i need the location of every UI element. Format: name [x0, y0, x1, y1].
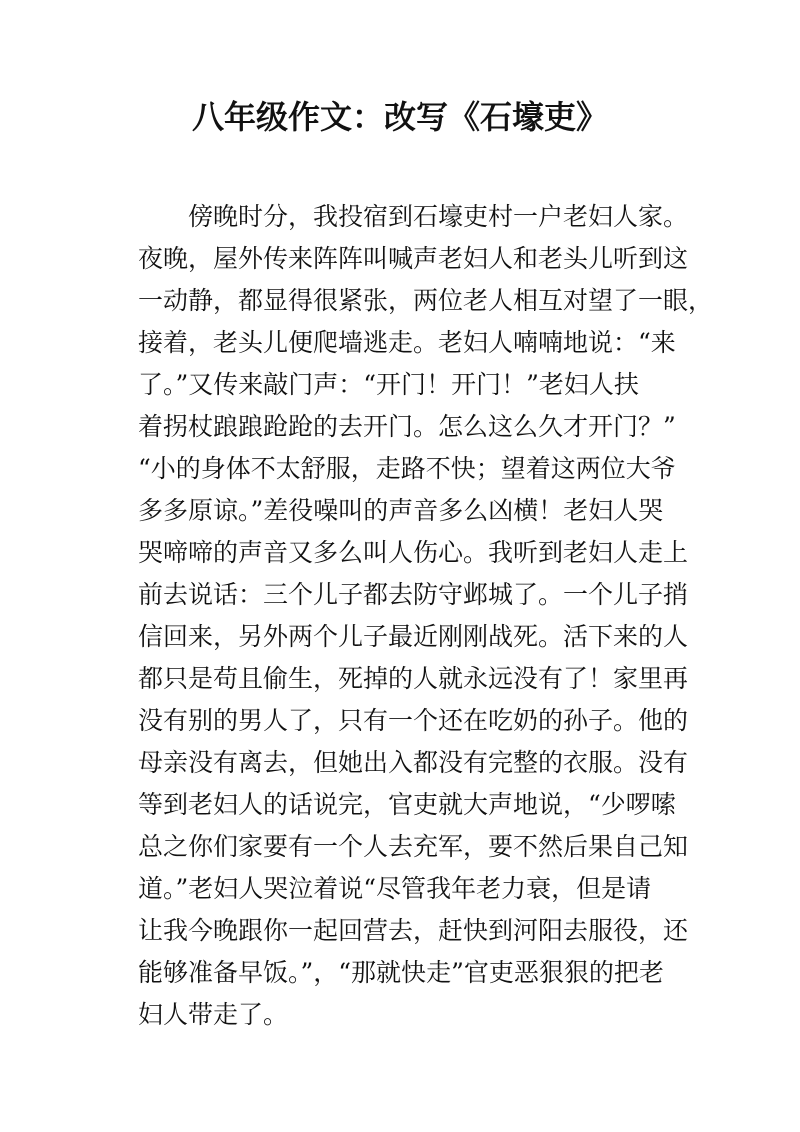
essay-line-14: 母亲没有离去，但她出入都没有完整的衣服。没有: [138, 748, 689, 777]
essay-line-6: 着拐杖踉踉跄跄的去开门。怎么这么久才开门？”: [138, 412, 676, 441]
document-title: 八年级作文：改写《石壕吏》: [191, 98, 608, 136]
essay-line-17: 道。”老妇人哭泣着说“尽管我年老力衰，但是请: [138, 874, 652, 903]
essay-line-3: 一动静，都显得很紧张，两位老人相互对望了一眼，: [138, 286, 714, 315]
essay-line-7: “小的身体不太舒服，走路不快；望着这两位大爷: [138, 454, 676, 483]
essay-line-1: 傍晚时分，我投宿到石壕吏村一户老妇人家。: [188, 202, 689, 231]
essay-line-18: 让我今晚跟你一起回营去，赶快到河阳去服役，还: [138, 916, 689, 945]
essay-line-15: 等到老妇人的话说完，官吏就大声地说，“少啰嗦: [138, 790, 676, 819]
essay-line-20: 妇人带走了。: [138, 1000, 289, 1029]
essay-line-13: 没有别的男人了，只有一个还在吃奶的孙子。他的: [138, 706, 689, 735]
essay-line-19: 能够准备早饭。”，“那就快走”官吏恶狠狠的把老: [138, 958, 664, 987]
essay-line-10: 前去说话：三个儿子都去防守邺城了。一个儿子捎: [138, 580, 689, 609]
essay-line-8: 多多原谅。”差役噪叫的声音多么凶横！老妇人哭: [138, 496, 664, 525]
essay-line-16: 总之你们家要有一个人去充军，要不然后果自己知: [138, 832, 689, 861]
essay-body: [138, 196, 714, 1036]
essay-line-2: 夜晚，屋外传来阵阵叫喊声老妇人和老头儿听到这: [138, 244, 689, 273]
essay-line-4: 接着，老头儿便爬墙逃走。老妇人喃喃地说：“来: [138, 328, 676, 357]
essay-line-11: 信回来，另外两个儿子最近刚刚战死。活下来的人: [138, 622, 689, 651]
essay-line-9: 哭啼啼的声音又多么叫人伤心。我听到老妇人走上: [138, 538, 689, 567]
essay-line-12: 都只是苟且偷生，死掉的人就永远没有了！家里再: [138, 664, 689, 693]
essay-line-5: 了。”又传来敲门声：“开门！开门！”老妇人扶: [138, 370, 639, 399]
